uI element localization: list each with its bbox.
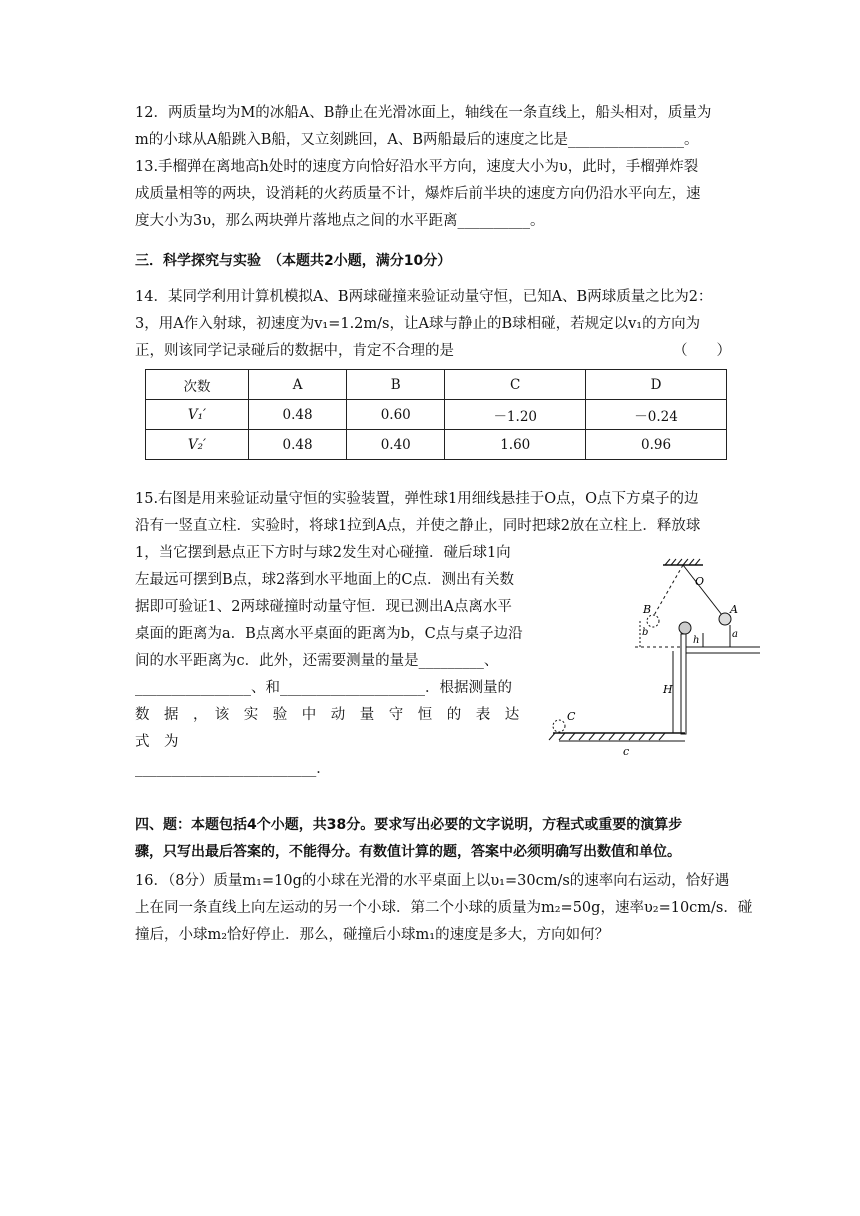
label-b-dist: b	[642, 627, 649, 638]
section-3-heading: 三．科学探究与实验 （本题共2小题，满分10分）	[135, 253, 452, 269]
section-4-line-1: 四、题：本题包括4个小题，共38分。要求写出必要的文字说明，方程式或重要的演算步	[135, 817, 683, 833]
q15-line-1: 15.右图是用来验证动量守恒的实验装置，弹性球1用细线悬挂于O点，O点下方桌子的边	[135, 491, 699, 507]
table-header-cell: D	[586, 370, 727, 400]
question-16	[135, 868, 755, 949]
table-header-cell: A	[249, 370, 347, 400]
table-row	[146, 430, 727, 460]
q15-line-9: 数 据 ， 该 实 验 中 动 量 守 恒 的 表 达 式 为	[135, 707, 534, 750]
table-header-cell: B	[347, 370, 445, 400]
label-b: B	[643, 603, 652, 616]
table-cell: 0.96	[586, 430, 727, 460]
label-a-dist: a	[732, 629, 738, 640]
q15-line-6: 桌面的距离为a．B点离水平桌面的距离为b，C点与桌子边沿	[135, 626, 523, 642]
table-cell: －0.24	[586, 400, 727, 430]
table-row	[146, 400, 727, 430]
string-to-a	[683, 565, 722, 615]
string-to-b	[653, 565, 683, 617]
label-c: C	[567, 710, 576, 723]
label-o: O	[695, 575, 705, 588]
table-cell: －1.20	[445, 400, 586, 430]
q14-line-1: 14．某同学利用计算机模拟A、B两球碰撞来验证动量守恒，已知A、B两球质量之比为2：	[135, 289, 713, 305]
q15-line-2: 沿有一竖直立柱．实验时，将球1拉到A点，并使之静止，同时把球2放在立柱上．释放球	[135, 518, 701, 534]
section-4-line-2: 骤，只写出最后答案的，不能得分。有数值计算的题，答案中必须明确写出数值和单位。	[135, 844, 681, 860]
q14-data-table	[145, 369, 727, 460]
question-12	[135, 100, 731, 154]
table-header-cell: 次数	[146, 370, 249, 400]
q15-line-8: ________________、和____________________．根据测量的	[135, 680, 512, 696]
section-4-heading	[135, 812, 755, 866]
table-header-cell: C	[445, 370, 586, 400]
q16-line-3: 撞后，小球m₂恰好停止．那么，碰撞后小球m₁的速度是多大，方向如何？	[135, 927, 610, 943]
ball-2	[679, 622, 691, 634]
q13-line-2: 成质量相等的两块，设消耗的火药质量不计，爆炸后前半块的速度方向仍沿水平向左，速	[135, 186, 701, 202]
q13-line-1: 13.手榴弹在离地高h处时的速度方向恰好沿水平方向，速度大小为υ，此时，手榴弹炸裂	[135, 159, 699, 175]
post	[681, 634, 686, 734]
ball-c	[553, 720, 565, 732]
table-cell: V₂′	[146, 430, 249, 460]
table-header-row	[146, 370, 727, 400]
table-cell: 0.48	[249, 400, 347, 430]
table-cell: 0.48	[249, 430, 347, 460]
table-cell: 1.60	[445, 430, 586, 460]
ball-b	[647, 615, 659, 627]
table-cell: V₁′	[146, 400, 249, 430]
q16-line-2: 上在同一条直线上向左运动的另一个小球．第二个小球的质量为m₂=50g，速率υ₂=10cm/s．碰	[135, 900, 753, 916]
q15-line-5: 据即可验证1、2两球碰撞时动量守恒．现已测出A点离水平	[135, 599, 512, 615]
q12-line-2: m的小球从A船跳入B船，又立刻跳回，A、B两船最后的速度之比是________________。	[135, 132, 699, 148]
q13-line-3: 度大小为3υ，那么两块弹片落地点之间的水平距离__________。	[135, 213, 545, 229]
label-big-h: H	[663, 683, 673, 696]
q15-line-3: 1，当它摆到悬点正下方时与球2发生对心碰撞．碰后球1向	[135, 545, 511, 561]
question-14	[135, 284, 731, 365]
question-15-intro	[135, 486, 731, 540]
experiment-diagram	[545, 555, 765, 770]
q14-line-3-text: 正，则该同学记录碰后的数据中，肯定不合理的是	[135, 343, 454, 359]
q12-line-1: 12．两质量均为M的冰船A、B静止在光滑冰面上，轴线在一条直线上，船头相对，质量为	[135, 105, 712, 121]
answer-paren: （ ）	[673, 343, 731, 359]
q14-line-3	[135, 338, 731, 365]
question-15-body	[135, 540, 534, 783]
label-a: A	[730, 603, 738, 616]
label-h: h	[693, 635, 700, 646]
q16-line-1: 16．（8分）质量m₁=10g的小球在光滑的水平桌面上以υ₁=30cm/s的速率向右运动，恰好遇	[135, 873, 730, 889]
q15-line-10: _________________________．	[135, 761, 331, 777]
table-cell: 0.60	[347, 400, 445, 430]
table-cell: 0.40	[347, 430, 445, 460]
q15-line-4: 左最远可摆到B点，球2落到水平地面上的C点．测出有关数	[135, 572, 514, 588]
q15-line-7: 间的水平距离为c．此外，还需要测量的量是_________、	[135, 653, 499, 669]
q14-line-2: 3，用A作入射球，初速度为v₁=1.2m/s，让A球与静止的B球相碰，若规定以v₁的方向为	[135, 316, 701, 332]
label-c-dist: c	[623, 745, 630, 758]
question-13	[135, 154, 731, 235]
